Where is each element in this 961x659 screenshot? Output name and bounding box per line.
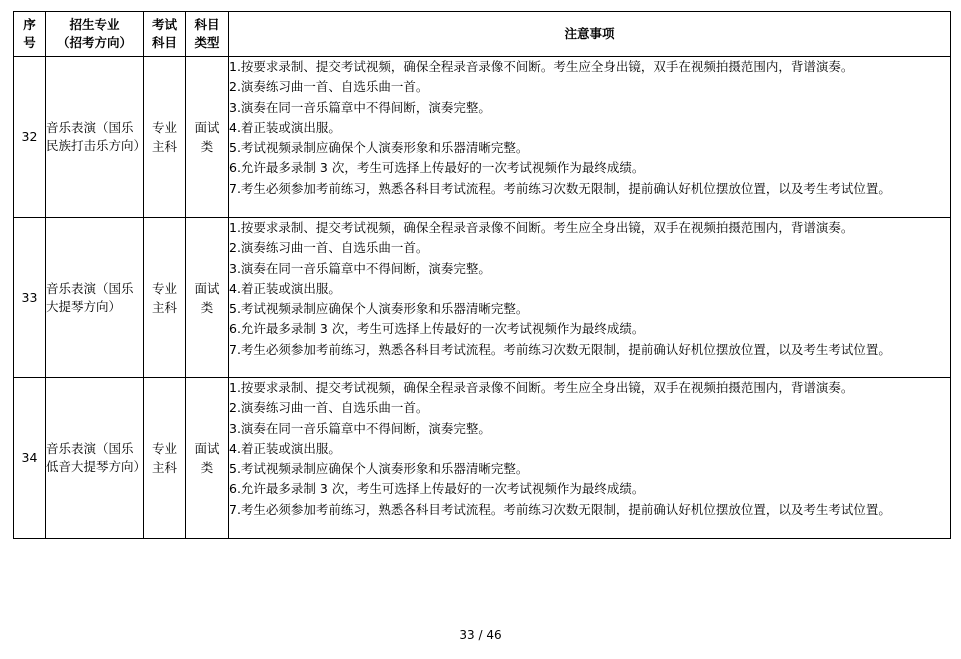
header-notes: 注意事项 [229,12,951,57]
header-subject: 考试 科目 [144,12,186,57]
note-line: 3.演奏在同一音乐篇章中不得间断，演奏完整。 [229,420,491,436]
row-type: 面试 类 [186,378,229,539]
note-line: 4.着正装或演出服。 [229,440,341,456]
row-major: 音乐表演（国乐民族打击乐方向） [46,57,144,218]
row-type: 面试 类 [186,57,229,218]
note-line: 5.考试视频录制应确保个人演奏形象和乐器清晰完整。 [229,461,529,477]
note-line: 7.考生必须参加考前练习，熟悉各科目考试流程。考前练习次数无限制，提前确认好机位摆放位置，以及考生考试位置。 [229,180,891,196]
note-line: 5.考试视频录制应确保个人演奏形象和乐器清晰完整。 [229,140,529,156]
header-major: 招生专业 （招考方向） [46,12,144,57]
table-header-row [14,12,951,57]
note-line: 2.演奏练习曲一首、自选乐曲一首。 [229,79,429,95]
table-row [14,378,951,539]
note-line: 3.演奏在同一音乐篇章中不得间断，演奏完整。 [229,99,491,115]
table-row [14,218,951,378]
note-line: 7.考生必须参加考前练习，熟悉各科目考试流程。考前练习次数无限制，提前确认好机位摆放位置，以及考生考试位置。 [229,341,891,357]
note-line: 7.考生必须参加考前练习，熟悉各科目考试流程。考前练习次数无限制，提前确认好机位摆放位置，以及考生考试位置。 [229,501,891,517]
table-row [14,57,951,218]
row-major: 音乐表演（国乐低音大提琴方向） [46,378,144,539]
note-line: 2.演奏练习曲一首、自选乐曲一首。 [229,400,429,416]
admission-notes-table [13,11,951,539]
note-line: 4.着正装或演出服。 [229,119,341,135]
note-line: 5.考试视频录制应确保个人演奏形象和乐器清晰完整。 [229,301,529,317]
row-subject: 专业 主科 [144,57,186,218]
row-subject: 专业 主科 [144,378,186,539]
note-line: 2.演奏练习曲一首、自选乐曲一首。 [229,240,429,256]
note-line: 4.着正装或演出服。 [229,280,341,296]
row-notes [229,218,951,378]
header-no: 序 号 [14,12,46,57]
row-number: 32 [14,57,46,218]
note-line: 6.允许最多录制 3 次，考生可选择上传最好的一次考试视频作为最终成绩。 [229,321,645,337]
note-line: 1.按要求录制、提交考试视频，确保全程录音录像不间断。考生应全身出镜，双手在视频拍摄范围内，背谱演奏。 [229,59,854,74]
page-number: 33 / 46 [459,628,502,642]
row-number: 34 [14,378,46,539]
note-line: 1.按要求录制、提交考试视频，确保全程录音录像不间断。考生应全身出镜，双手在视频拍摄范围内，背谱演奏。 [229,220,854,235]
row-major: 音乐表演（国乐大提琴方向） [46,218,144,378]
row-type: 面试 类 [186,218,229,378]
row-notes [229,378,951,539]
row-number: 33 [14,218,46,378]
note-line: 6.允许最多录制 3 次，考生可选择上传最好的一次考试视频作为最终成绩。 [229,160,645,176]
row-notes [229,57,951,218]
note-line: 1.按要求录制、提交考试视频，确保全程录音录像不间断。考生应全身出镜，双手在视频拍摄范围内，背谱演奏。 [229,380,854,395]
note-line: 6.允许最多录制 3 次，考生可选择上传最好的一次考试视频作为最终成绩。 [229,481,645,497]
header-type: 科目 类型 [186,12,229,57]
note-line: 3.演奏在同一音乐篇章中不得间断，演奏完整。 [229,260,491,276]
row-subject: 专业 主科 [144,218,186,378]
